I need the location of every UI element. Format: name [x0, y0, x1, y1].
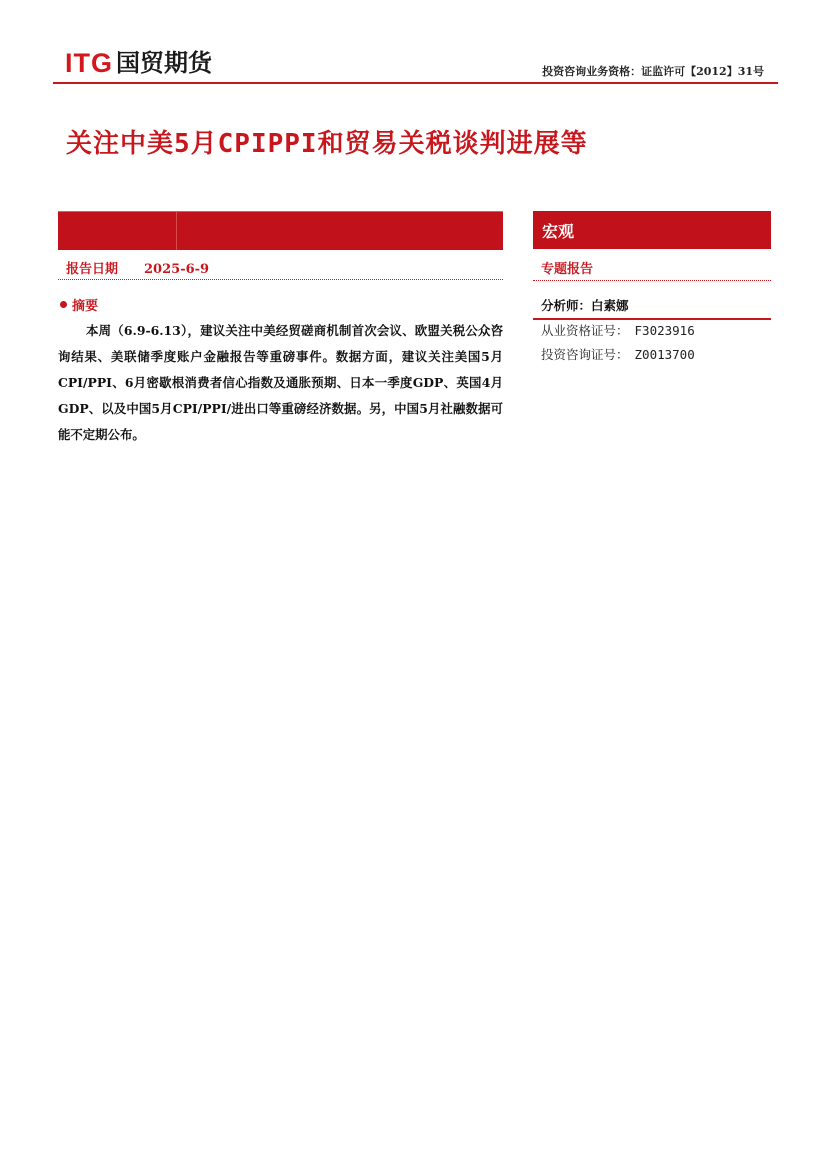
cert2-value: Z0013700	[634, 347, 695, 362]
left-red-banner	[58, 211, 503, 250]
summary-heading	[60, 295, 98, 314]
report-date	[66, 258, 209, 277]
cert2-label: 投资咨询证号：	[541, 347, 629, 362]
logo-company-name: 国贸期货	[116, 49, 212, 77]
analyst-name: 分析师：白素娜	[541, 298, 629, 313]
report-date-label: 报告日期	[66, 262, 119, 277]
cert1-label: 从业资格证号：	[541, 323, 629, 338]
analyst-divider	[533, 318, 771, 320]
report-date-value: 2025-6-9	[144, 262, 210, 277]
category-label: 宏观	[542, 222, 575, 241]
header-divider	[53, 82, 778, 84]
report-type-divider	[533, 280, 771, 281]
category-banner	[533, 211, 771, 249]
report-type: 专题报告	[541, 262, 594, 277]
report-title: 关注中美5月CPIPPI和贸易关税谈判进展等	[66, 129, 588, 159]
date-divider	[58, 279, 503, 280]
summary-body: 本周（6.9-6.13），建议关注中美经贸磋商机制首次会议、欧盟关税公众咨询结果、美联储季度账户金融报告等重磅事件。数据方面，建议关注美国5月CPI/PPI、6月密歇根消费者信心指数及通胀预期、日本一季度GDP、英国4月GDP、以及中国5月CPI/PPI/进出口等重磅经济数据。另，中国5月社融数据可能不定期公布。	[58, 323, 503, 442]
qualification-text: 投资咨询业务资格：证监许可【2012】31号	[542, 65, 764, 78]
qualification-cert	[541, 321, 695, 339]
consulting-cert	[541, 345, 695, 363]
bullet-icon	[60, 301, 67, 308]
company-logo	[65, 48, 212, 78]
banner-divider	[176, 212, 177, 250]
logo-itg-text: ITG	[65, 48, 113, 78]
cert1-value: F3023916	[634, 323, 695, 338]
summary-heading-text: 摘要	[72, 299, 99, 314]
